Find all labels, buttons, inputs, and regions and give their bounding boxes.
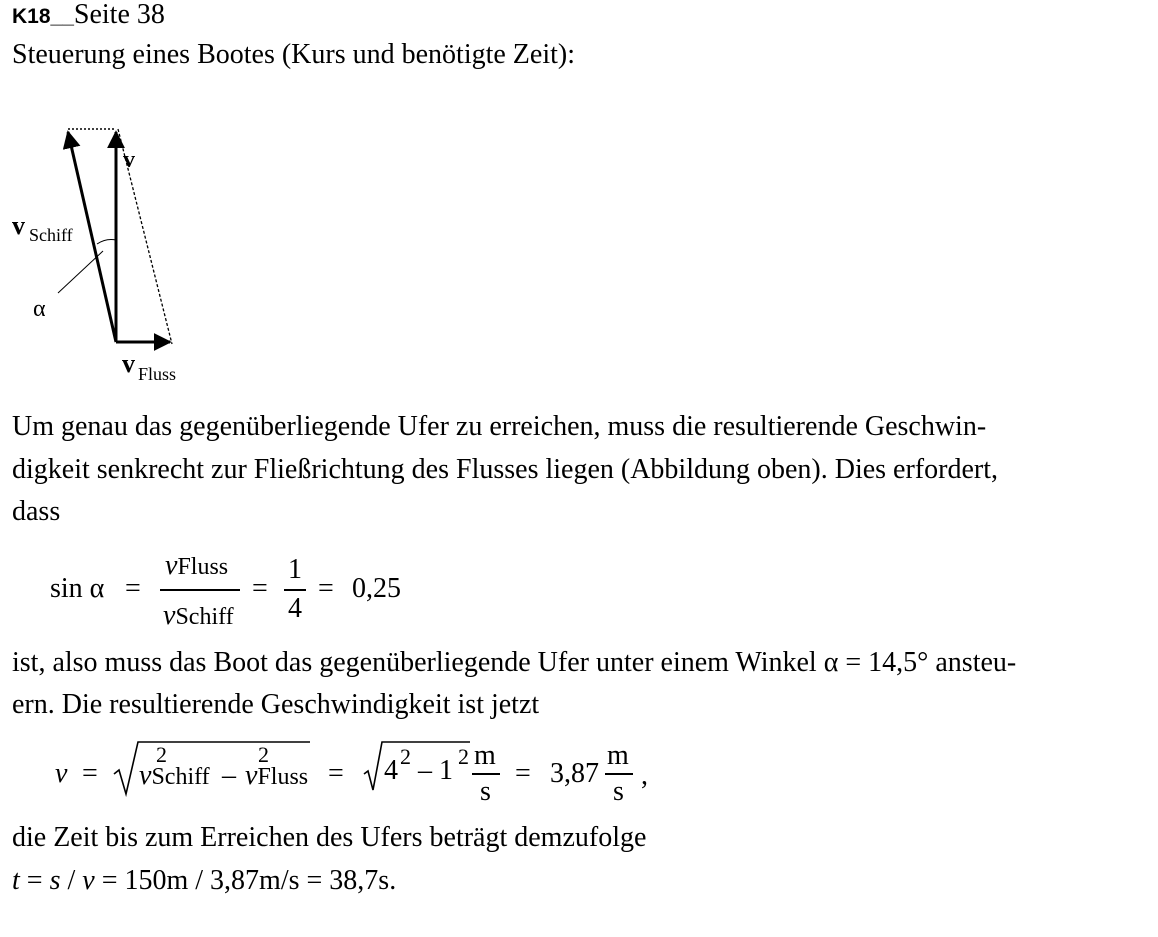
paragraph-line: die Zeit bis zum Erreichen des Ufers beträgt demzufolge: [12, 822, 647, 853]
eq1-equals-2: =: [252, 573, 268, 604]
alpha-pointer-line: [58, 251, 103, 293]
page-title: Steuerung eines Bootes (Kurs und benötigte Zeit):: [12, 39, 575, 70]
paragraph-line: digkeit senkrecht zur Fließrichtung des Flusses liegen (Abbildung oben). Dies erfordert,: [12, 454, 998, 485]
eq2-radicand-1: vSchiff: [139, 760, 210, 791]
eq2-unit2-num: m: [607, 740, 629, 771]
vector-diagram: [0, 110, 200, 400]
eq2-rad2-minus: – 1: [418, 755, 453, 786]
paragraph-line: Um genau das gegenüberliegende Ufer zu erreichen, muss die resultierende Geschwin-: [12, 411, 987, 442]
eq2-rad2-exp2: 2: [458, 744, 469, 769]
vector-vschiff-arrow: [68, 132, 116, 342]
eq2-result: 3,87: [550, 758, 599, 789]
eq2-unit2-den: s: [613, 776, 624, 807]
eq2-rad2-exp1: 2: [400, 744, 411, 769]
eq2-equals-1: =: [82, 758, 98, 789]
eq2-exp-1: 2: [156, 742, 167, 767]
eq1-numerator: vFluss: [165, 550, 229, 581]
final-time-equation: t = s / v = 150m / 3,87m/s = 38,7s.: [12, 865, 397, 896]
eq1-equals-3: =: [318, 573, 334, 604]
label-vschiff: v: [12, 211, 25, 240]
eq1-lhs: sin α: [50, 573, 105, 604]
paragraph-line: ern. Die resultierende Geschwindigkeit ist jetzt: [12, 689, 540, 720]
label-v: v: [123, 147, 135, 173]
angle-arc: [97, 240, 116, 245]
label-alpha: α: [33, 296, 46, 322]
eq1-equals-1: =: [125, 573, 141, 604]
eq2-unit-num: m: [474, 740, 496, 771]
eq2-unit-bar: [472, 773, 500, 775]
eq2-unit2-bar: [605, 773, 633, 775]
label-vfluss-sub: Fluss: [138, 364, 177, 384]
eq2-rad2-base: 4: [384, 755, 398, 786]
label-vfluss: v: [122, 349, 135, 378]
eq1-fraction-bar-2: [284, 589, 306, 591]
exercise-code: K18: [12, 5, 51, 28]
eq2-lhs: v: [55, 758, 68, 789]
eq2-comma: ,: [641, 760, 648, 791]
radical-sign-2: [362, 738, 472, 798]
header-separator: __: [50, 5, 74, 28]
eq1-frac-num: 1: [288, 554, 302, 585]
paragraph-line: ist, also muss das Boot das gegenüberliegende Ufer unter einem Winkel α = 14,5° ansteu-: [12, 647, 1017, 678]
eq2-minus: –: [222, 760, 236, 791]
eq2-equals-3: =: [515, 758, 531, 789]
eq2-unit-den: s: [480, 776, 491, 807]
eq1-frac-den: 4: [288, 593, 302, 624]
eq2-equals-2: =: [328, 758, 344, 789]
paragraph-line: dass: [12, 496, 61, 527]
eq2-exp-2: 2: [258, 742, 269, 767]
page-header: [12, 0, 165, 30]
label-vschiff-sub: Schiff: [29, 225, 73, 245]
page-reference: Seite 38: [73, 0, 165, 30]
eq1-fraction-bar: [160, 589, 240, 591]
eq1-result: 0,25: [352, 573, 401, 604]
eq1-denominator: vSchiff: [163, 600, 234, 631]
eq2-radicand-2: vFluss: [245, 760, 309, 791]
